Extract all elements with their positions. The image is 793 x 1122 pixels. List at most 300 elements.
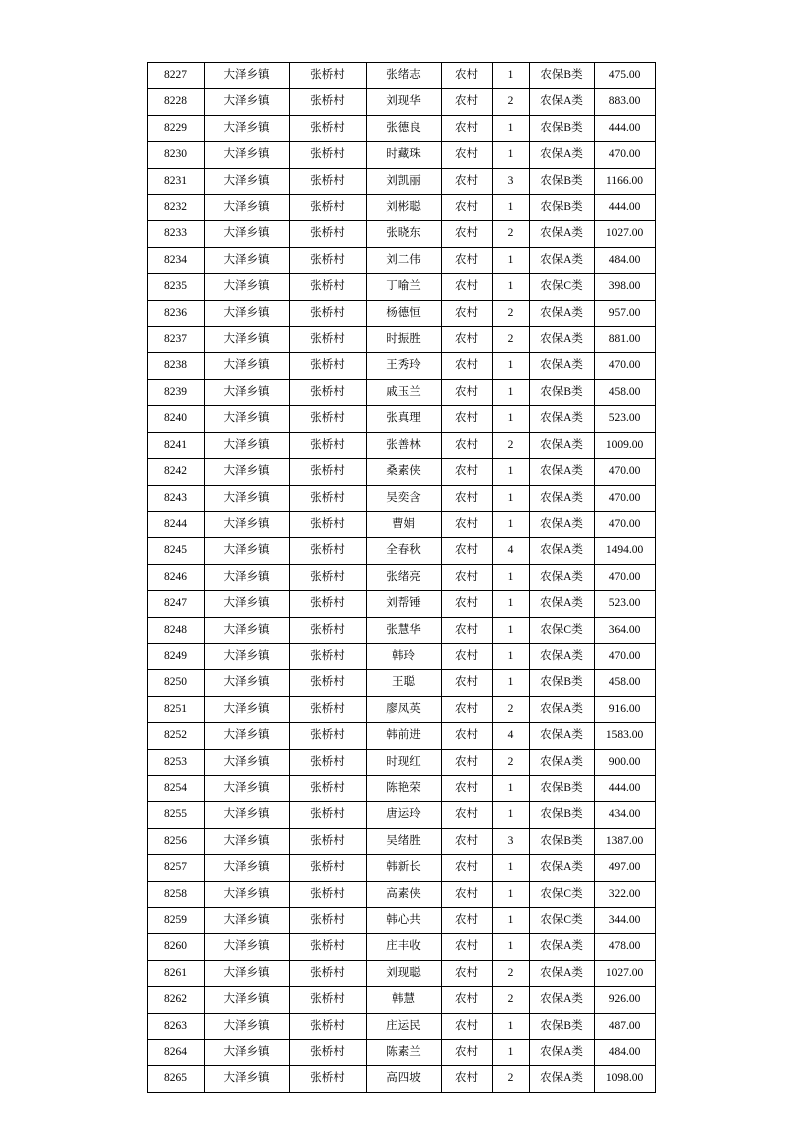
cell-name: 高四坡 xyxy=(366,1066,441,1092)
cell-village: 张桥村 xyxy=(289,617,366,643)
cell-amount: 1027.00 xyxy=(594,221,655,247)
cell-village: 张桥村 xyxy=(289,881,366,907)
cell-id: 8256 xyxy=(147,828,204,854)
cell-type: 农村 xyxy=(441,749,492,775)
cell-village: 张桥村 xyxy=(289,459,366,485)
table-row xyxy=(147,538,655,564)
cell-name: 杨德恒 xyxy=(366,300,441,326)
cell-id: 8247 xyxy=(147,591,204,617)
cell-town: 大泽乡镇 xyxy=(204,485,289,511)
cell-town: 大泽乡镇 xyxy=(204,353,289,379)
cell-town: 大泽乡镇 xyxy=(204,89,289,115)
cell-id: 8249 xyxy=(147,643,204,669)
cell-count: 1 xyxy=(492,63,529,89)
table-row xyxy=(147,1013,655,1039)
cell-town: 大泽乡镇 xyxy=(204,379,289,405)
cell-category: 农保B类 xyxy=(529,379,594,405)
subsidy-records-table xyxy=(147,62,656,1093)
cell-amount: 458.00 xyxy=(594,670,655,696)
cell-count: 1 xyxy=(492,142,529,168)
cell-village: 张桥村 xyxy=(289,63,366,89)
cell-count: 1 xyxy=(492,775,529,801)
cell-category: 农保B类 xyxy=(529,670,594,696)
cell-type: 农村 xyxy=(441,564,492,590)
cell-amount: 957.00 xyxy=(594,300,655,326)
cell-category: 农保A类 xyxy=(529,406,594,432)
table-row xyxy=(147,63,655,89)
table-row xyxy=(147,696,655,722)
table-row xyxy=(147,300,655,326)
cell-id: 8232 xyxy=(147,195,204,221)
cell-count: 2 xyxy=(492,327,529,353)
cell-count: 3 xyxy=(492,168,529,194)
cell-id: 8252 xyxy=(147,723,204,749)
cell-category: 农保A类 xyxy=(529,960,594,986)
cell-village: 张桥村 xyxy=(289,379,366,405)
cell-type: 农村 xyxy=(441,908,492,934)
cell-village: 张桥村 xyxy=(289,749,366,775)
cell-town: 大泽乡镇 xyxy=(204,855,289,881)
cell-count: 2 xyxy=(492,749,529,775)
cell-village: 张桥村 xyxy=(289,723,366,749)
cell-amount: 470.00 xyxy=(594,564,655,590)
cell-count: 4 xyxy=(492,538,529,564)
cell-type: 农村 xyxy=(441,591,492,617)
cell-count: 1 xyxy=(492,511,529,537)
table-row xyxy=(147,960,655,986)
cell-town: 大泽乡镇 xyxy=(204,432,289,458)
cell-name: 陈艳荣 xyxy=(366,775,441,801)
cell-town: 大泽乡镇 xyxy=(204,775,289,801)
cell-id: 8258 xyxy=(147,881,204,907)
cell-category: 农保A类 xyxy=(529,1040,594,1066)
cell-id: 8240 xyxy=(147,406,204,432)
cell-category: 农保C类 xyxy=(529,908,594,934)
cell-category: 农保B类 xyxy=(529,775,594,801)
cell-id: 8262 xyxy=(147,987,204,1013)
cell-name: 廖凤英 xyxy=(366,696,441,722)
cell-amount: 1027.00 xyxy=(594,960,655,986)
cell-name: 时现红 xyxy=(366,749,441,775)
cell-type: 农村 xyxy=(441,432,492,458)
cell-id: 8230 xyxy=(147,142,204,168)
cell-id: 8243 xyxy=(147,485,204,511)
cell-count: 2 xyxy=(492,300,529,326)
cell-id: 8264 xyxy=(147,1040,204,1066)
cell-amount: 470.00 xyxy=(594,142,655,168)
cell-town: 大泽乡镇 xyxy=(204,195,289,221)
cell-name: 曹娟 xyxy=(366,511,441,537)
table-row xyxy=(147,379,655,405)
table-row xyxy=(147,828,655,854)
cell-town: 大泽乡镇 xyxy=(204,538,289,564)
cell-id: 8253 xyxy=(147,749,204,775)
cell-village: 张桥村 xyxy=(289,775,366,801)
cell-category: 农保C类 xyxy=(529,617,594,643)
cell-name: 高素侠 xyxy=(366,881,441,907)
cell-type: 农村 xyxy=(441,379,492,405)
cell-count: 1 xyxy=(492,670,529,696)
cell-count: 1 xyxy=(492,855,529,881)
table-row xyxy=(147,802,655,828)
cell-name: 王秀玲 xyxy=(366,353,441,379)
cell-category: 农保A类 xyxy=(529,247,594,273)
table-row xyxy=(147,908,655,934)
table-row xyxy=(147,617,655,643)
table-row xyxy=(147,749,655,775)
table-row xyxy=(147,670,655,696)
cell-count: 1 xyxy=(492,934,529,960)
cell-type: 农村 xyxy=(441,89,492,115)
cell-id: 8254 xyxy=(147,775,204,801)
cell-type: 农村 xyxy=(441,643,492,669)
cell-type: 农村 xyxy=(441,459,492,485)
cell-name: 韩新长 xyxy=(366,855,441,881)
cell-name: 时振胜 xyxy=(366,327,441,353)
cell-id: 8238 xyxy=(147,353,204,379)
cell-name: 庄丰收 xyxy=(366,934,441,960)
cell-count: 2 xyxy=(492,696,529,722)
cell-amount: 344.00 xyxy=(594,908,655,934)
cell-category: 农保A类 xyxy=(529,987,594,1013)
table-row xyxy=(147,775,655,801)
cell-town: 大泽乡镇 xyxy=(204,696,289,722)
cell-category: 农保B类 xyxy=(529,63,594,89)
cell-amount: 470.00 xyxy=(594,511,655,537)
cell-town: 大泽乡镇 xyxy=(204,564,289,590)
cell-name: 刘二伟 xyxy=(366,247,441,273)
cell-village: 张桥村 xyxy=(289,696,366,722)
cell-category: 农保B类 xyxy=(529,802,594,828)
table-row xyxy=(147,274,655,300)
cell-name: 时藏珠 xyxy=(366,142,441,168)
cell-id: 8244 xyxy=(147,511,204,537)
cell-id: 8265 xyxy=(147,1066,204,1092)
cell-category: 农保A类 xyxy=(529,749,594,775)
cell-category: 农保A类 xyxy=(529,327,594,353)
cell-name: 吴绪胜 xyxy=(366,828,441,854)
cell-count: 1 xyxy=(492,564,529,590)
cell-town: 大泽乡镇 xyxy=(204,1066,289,1092)
cell-amount: 487.00 xyxy=(594,1013,655,1039)
cell-town: 大泽乡镇 xyxy=(204,828,289,854)
cell-category: 农保B类 xyxy=(529,828,594,854)
cell-amount: 484.00 xyxy=(594,247,655,273)
table-body xyxy=(147,63,655,1093)
cell-category: 农保A类 xyxy=(529,511,594,537)
cell-town: 大泽乡镇 xyxy=(204,459,289,485)
cell-amount: 434.00 xyxy=(594,802,655,828)
cell-name: 刘凯丽 xyxy=(366,168,441,194)
cell-id: 8231 xyxy=(147,168,204,194)
cell-category: 农保A类 xyxy=(529,142,594,168)
cell-village: 张桥村 xyxy=(289,195,366,221)
cell-type: 农村 xyxy=(441,353,492,379)
cell-village: 张桥村 xyxy=(289,485,366,511)
cell-count: 1 xyxy=(492,406,529,432)
cell-id: 8259 xyxy=(147,908,204,934)
cell-name: 张德良 xyxy=(366,115,441,141)
cell-town: 大泽乡镇 xyxy=(204,115,289,141)
cell-type: 农村 xyxy=(441,1040,492,1066)
table-row xyxy=(147,881,655,907)
cell-town: 大泽乡镇 xyxy=(204,881,289,907)
cell-count: 4 xyxy=(492,723,529,749)
cell-village: 张桥村 xyxy=(289,987,366,1013)
cell-village: 张桥村 xyxy=(289,115,366,141)
cell-id: 8239 xyxy=(147,379,204,405)
cell-town: 大泽乡镇 xyxy=(204,934,289,960)
cell-category: 农保B类 xyxy=(529,195,594,221)
cell-amount: 444.00 xyxy=(594,115,655,141)
cell-name: 唐运玲 xyxy=(366,802,441,828)
cell-count: 1 xyxy=(492,195,529,221)
cell-amount: 1009.00 xyxy=(594,432,655,458)
cell-amount: 926.00 xyxy=(594,987,655,1013)
cell-amount: 470.00 xyxy=(594,353,655,379)
cell-village: 张桥村 xyxy=(289,353,366,379)
cell-name: 刘现华 xyxy=(366,89,441,115)
cell-category: 农保C类 xyxy=(529,274,594,300)
cell-id: 8229 xyxy=(147,115,204,141)
table-row xyxy=(147,353,655,379)
cell-amount: 475.00 xyxy=(594,63,655,89)
cell-village: 张桥村 xyxy=(289,274,366,300)
cell-category: 农保A类 xyxy=(529,221,594,247)
cell-village: 张桥村 xyxy=(289,511,366,537)
cell-town: 大泽乡镇 xyxy=(204,987,289,1013)
table-row xyxy=(147,195,655,221)
cell-village: 张桥村 xyxy=(289,1040,366,1066)
cell-type: 农村 xyxy=(441,195,492,221)
cell-town: 大泽乡镇 xyxy=(204,327,289,353)
cell-amount: 322.00 xyxy=(594,881,655,907)
cell-id: 8257 xyxy=(147,855,204,881)
cell-town: 大泽乡镇 xyxy=(204,142,289,168)
table-row xyxy=(147,723,655,749)
cell-amount: 881.00 xyxy=(594,327,655,353)
cell-village: 张桥村 xyxy=(289,591,366,617)
cell-id: 8261 xyxy=(147,960,204,986)
cell-town: 大泽乡镇 xyxy=(204,617,289,643)
cell-count: 1 xyxy=(492,617,529,643)
cell-category: 农保A类 xyxy=(529,432,594,458)
cell-name: 戚玉兰 xyxy=(366,379,441,405)
cell-type: 农村 xyxy=(441,934,492,960)
cell-name: 桑素侠 xyxy=(366,459,441,485)
cell-count: 2 xyxy=(492,432,529,458)
cell-village: 张桥村 xyxy=(289,1013,366,1039)
cell-count: 1 xyxy=(492,274,529,300)
cell-town: 大泽乡镇 xyxy=(204,247,289,273)
cell-category: 农保A类 xyxy=(529,696,594,722)
cell-count: 1 xyxy=(492,881,529,907)
cell-id: 8260 xyxy=(147,934,204,960)
cell-count: 2 xyxy=(492,89,529,115)
cell-name: 陈素兰 xyxy=(366,1040,441,1066)
table-row xyxy=(147,142,655,168)
cell-amount: 883.00 xyxy=(594,89,655,115)
cell-amount: 1494.00 xyxy=(594,538,655,564)
cell-category: 农保A类 xyxy=(529,855,594,881)
cell-id: 8236 xyxy=(147,300,204,326)
cell-name: 刘现聪 xyxy=(366,960,441,986)
cell-name: 张绪志 xyxy=(366,63,441,89)
cell-type: 农村 xyxy=(441,855,492,881)
cell-type: 农村 xyxy=(441,485,492,511)
cell-id: 8242 xyxy=(147,459,204,485)
cell-village: 张桥村 xyxy=(289,142,366,168)
cell-count: 1 xyxy=(492,485,529,511)
cell-category: 农保A类 xyxy=(529,485,594,511)
cell-village: 张桥村 xyxy=(289,960,366,986)
cell-name: 张善林 xyxy=(366,432,441,458)
cell-name: 刘彬聪 xyxy=(366,195,441,221)
cell-name: 丁喻兰 xyxy=(366,274,441,300)
cell-village: 张桥村 xyxy=(289,89,366,115)
table-row xyxy=(147,934,655,960)
cell-type: 农村 xyxy=(441,696,492,722)
cell-category: 农保B类 xyxy=(529,168,594,194)
cell-id: 8227 xyxy=(147,63,204,89)
cell-count: 1 xyxy=(492,353,529,379)
cell-count: 2 xyxy=(492,1066,529,1092)
cell-name: 王聪 xyxy=(366,670,441,696)
cell-name: 刘帮锤 xyxy=(366,591,441,617)
cell-amount: 444.00 xyxy=(594,775,655,801)
cell-id: 8251 xyxy=(147,696,204,722)
cell-category: 农保A类 xyxy=(529,89,594,115)
cell-amount: 1387.00 xyxy=(594,828,655,854)
cell-amount: 1098.00 xyxy=(594,1066,655,1092)
cell-count: 1 xyxy=(492,643,529,669)
cell-name: 张真理 xyxy=(366,406,441,432)
cell-count: 1 xyxy=(492,591,529,617)
cell-village: 张桥村 xyxy=(289,828,366,854)
cell-type: 农村 xyxy=(441,960,492,986)
cell-town: 大泽乡镇 xyxy=(204,406,289,432)
cell-amount: 444.00 xyxy=(594,195,655,221)
cell-village: 张桥村 xyxy=(289,538,366,564)
cell-name: 韩前进 xyxy=(366,723,441,749)
table-row xyxy=(147,168,655,194)
table-row xyxy=(147,511,655,537)
cell-type: 农村 xyxy=(441,828,492,854)
cell-type: 农村 xyxy=(441,221,492,247)
cell-amount: 398.00 xyxy=(594,274,655,300)
cell-amount: 497.00 xyxy=(594,855,655,881)
cell-type: 农村 xyxy=(441,63,492,89)
table-row xyxy=(147,327,655,353)
cell-amount: 458.00 xyxy=(594,379,655,405)
cell-count: 1 xyxy=(492,908,529,934)
cell-count: 1 xyxy=(492,379,529,405)
cell-count: 2 xyxy=(492,987,529,1013)
cell-category: 农保A类 xyxy=(529,934,594,960)
cell-village: 张桥村 xyxy=(289,855,366,881)
cell-category: 农保A类 xyxy=(529,300,594,326)
cell-town: 大泽乡镇 xyxy=(204,723,289,749)
cell-town: 大泽乡镇 xyxy=(204,960,289,986)
table-row xyxy=(147,485,655,511)
cell-amount: 470.00 xyxy=(594,643,655,669)
cell-category: 农保A类 xyxy=(529,723,594,749)
cell-type: 农村 xyxy=(441,881,492,907)
cell-village: 张桥村 xyxy=(289,1066,366,1092)
cell-amount: 523.00 xyxy=(594,591,655,617)
cell-id: 8235 xyxy=(147,274,204,300)
cell-village: 张桥村 xyxy=(289,802,366,828)
table-row xyxy=(147,115,655,141)
cell-town: 大泽乡镇 xyxy=(204,749,289,775)
cell-id: 8248 xyxy=(147,617,204,643)
cell-category: 农保A类 xyxy=(529,643,594,669)
cell-town: 大泽乡镇 xyxy=(204,802,289,828)
table-row xyxy=(147,1040,655,1066)
cell-village: 张桥村 xyxy=(289,406,366,432)
cell-amount: 523.00 xyxy=(594,406,655,432)
cell-type: 农村 xyxy=(441,300,492,326)
cell-count: 1 xyxy=(492,802,529,828)
cell-type: 农村 xyxy=(441,511,492,537)
table-row xyxy=(147,591,655,617)
cell-id: 8228 xyxy=(147,89,204,115)
cell-town: 大泽乡镇 xyxy=(204,908,289,934)
table-container xyxy=(147,62,647,1093)
cell-category: 农保A类 xyxy=(529,591,594,617)
cell-village: 张桥村 xyxy=(289,432,366,458)
cell-name: 韩慧 xyxy=(366,987,441,1013)
cell-amount: 364.00 xyxy=(594,617,655,643)
table-row xyxy=(147,855,655,881)
cell-category: 农保A类 xyxy=(529,1066,594,1092)
cell-name: 张绪亮 xyxy=(366,564,441,590)
cell-town: 大泽乡镇 xyxy=(204,511,289,537)
table-row xyxy=(147,406,655,432)
cell-amount: 916.00 xyxy=(594,696,655,722)
cell-amount: 1583.00 xyxy=(594,723,655,749)
cell-count: 1 xyxy=(492,459,529,485)
cell-village: 张桥村 xyxy=(289,670,366,696)
cell-village: 张桥村 xyxy=(289,300,366,326)
cell-name: 庄运民 xyxy=(366,1013,441,1039)
cell-name: 张晓东 xyxy=(366,221,441,247)
cell-count: 2 xyxy=(492,960,529,986)
cell-village: 张桥村 xyxy=(289,643,366,669)
cell-category: 农保B类 xyxy=(529,1013,594,1039)
cell-category: 农保A类 xyxy=(529,459,594,485)
cell-type: 农村 xyxy=(441,142,492,168)
cell-count: 2 xyxy=(492,221,529,247)
cell-type: 农村 xyxy=(441,617,492,643)
cell-type: 农村 xyxy=(441,670,492,696)
cell-type: 农村 xyxy=(441,1066,492,1092)
cell-id: 8241 xyxy=(147,432,204,458)
cell-town: 大泽乡镇 xyxy=(204,300,289,326)
cell-id: 8246 xyxy=(147,564,204,590)
cell-amount: 484.00 xyxy=(594,1040,655,1066)
cell-amount: 1166.00 xyxy=(594,168,655,194)
cell-type: 农村 xyxy=(441,168,492,194)
cell-count: 3 xyxy=(492,828,529,854)
cell-type: 农村 xyxy=(441,538,492,564)
cell-id: 8233 xyxy=(147,221,204,247)
cell-type: 农村 xyxy=(441,987,492,1013)
cell-amount: 478.00 xyxy=(594,934,655,960)
cell-village: 张桥村 xyxy=(289,221,366,247)
cell-town: 大泽乡镇 xyxy=(204,643,289,669)
cell-village: 张桥村 xyxy=(289,168,366,194)
